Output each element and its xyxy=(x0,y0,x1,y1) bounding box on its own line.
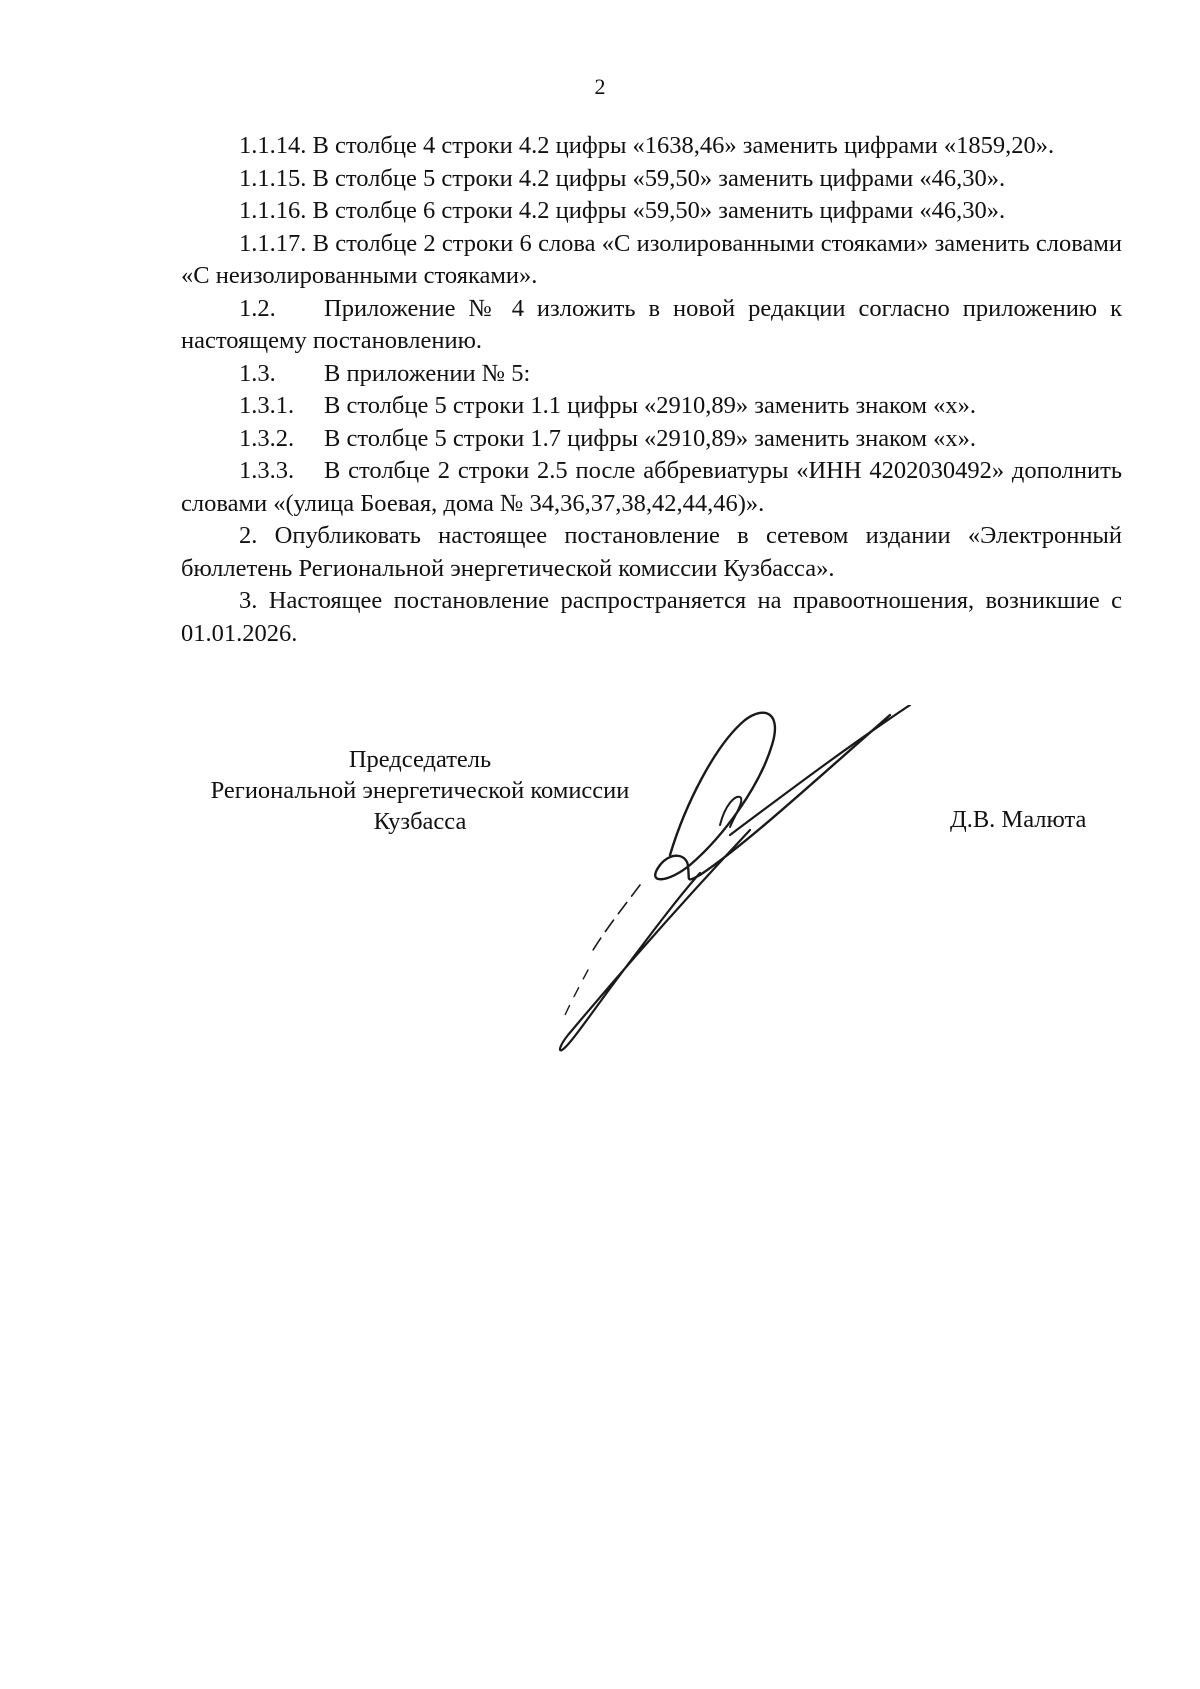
paragraph-text: Опубликовать настоящее постановление в сетевом издании «Электронный бюллетень Региональной энергетической комиссии Кузбасса». xyxy=(181,522,1122,582)
paragraph-1-1-16 xyxy=(181,195,1122,228)
paragraph-1-3 xyxy=(181,358,1122,391)
paragraph-1-1-15 xyxy=(181,163,1122,196)
paragraph-1-2 xyxy=(181,293,1122,358)
paragraph-1-3-1 xyxy=(181,390,1122,423)
paragraph-text: Настоящее постановление распространяется на правоотношения, возникшие с 01.01.2026. xyxy=(181,587,1122,647)
paragraph-number: 1.2. xyxy=(239,294,276,322)
paragraph-1-1-14 xyxy=(181,130,1122,163)
paragraph-number: 1.1.14. xyxy=(239,132,307,159)
signatory-name: Д.В. Малюта xyxy=(950,806,1087,833)
paragraph-number: 1.3.2. xyxy=(239,424,295,452)
paragraph-text: В столбце 2 строки 6 слова «С изолированными стояками» заменить словами «С неизолированными стояками». xyxy=(181,229,1122,289)
paragraph-number: 1.3. xyxy=(239,359,276,387)
paragraph-text: В столбце 6 строки 4.2 цифры «59,50» заменить цифрами «46,30». xyxy=(312,197,1006,224)
paragraph-number: 1.1.17. xyxy=(239,229,307,257)
signatory-title-line: Региональной энергетической комиссии xyxy=(210,777,630,804)
paragraph-number: 1.3.1. xyxy=(239,392,295,419)
paragraph-3 xyxy=(181,585,1122,650)
paragraph-text: В приложении № 5: xyxy=(324,359,531,387)
paragraph-number: 1.1.16. xyxy=(239,197,307,224)
signatory-title-line: Председатель xyxy=(348,746,492,773)
paragraph-text: В столбце 4 строки 4.2 цифры «1638,46» заменить цифрами «1859,20». xyxy=(312,132,1055,159)
handwritten-signature xyxy=(550,705,950,1065)
signatory-title-line: Кузбасса xyxy=(373,808,467,835)
document-body xyxy=(181,130,1122,650)
paragraph-1-1-17 xyxy=(181,228,1122,293)
paragraph-number: 3. xyxy=(239,587,258,614)
paragraph-text: Приложение № 4 изложить в новой редакции согласно приложению к настоящему постановлению. xyxy=(181,294,1122,354)
paragraph-number: 1.3.3. xyxy=(239,457,295,484)
paragraph-text: В столбце 5 строки 4.2 цифры «59,50» заменить цифрами «46,30». xyxy=(312,164,1006,192)
paragraph-number: 2. xyxy=(239,522,258,549)
paragraph-2 xyxy=(181,520,1122,585)
paragraph-text: В столбце 5 строки 1.1 цифры «2910,89» заменить знаком «х». xyxy=(324,392,977,419)
page-number: 2 xyxy=(594,74,606,99)
paragraph-1-3-3 xyxy=(181,455,1122,520)
paragraph-number: 1.1.15. xyxy=(239,164,307,192)
paragraph-text: В столбце 2 строки 2.5 после аббревиатуры «ИНН 4202030492» дополнить словами «(улица Боевая, дома № 34,36,37,38,42,44,46)». xyxy=(181,457,1122,517)
paragraph-1-3-2 xyxy=(181,423,1122,456)
paragraph-text: В столбце 5 строки 1.7 цифры «2910,89» заменить знаком «х». xyxy=(324,424,977,452)
